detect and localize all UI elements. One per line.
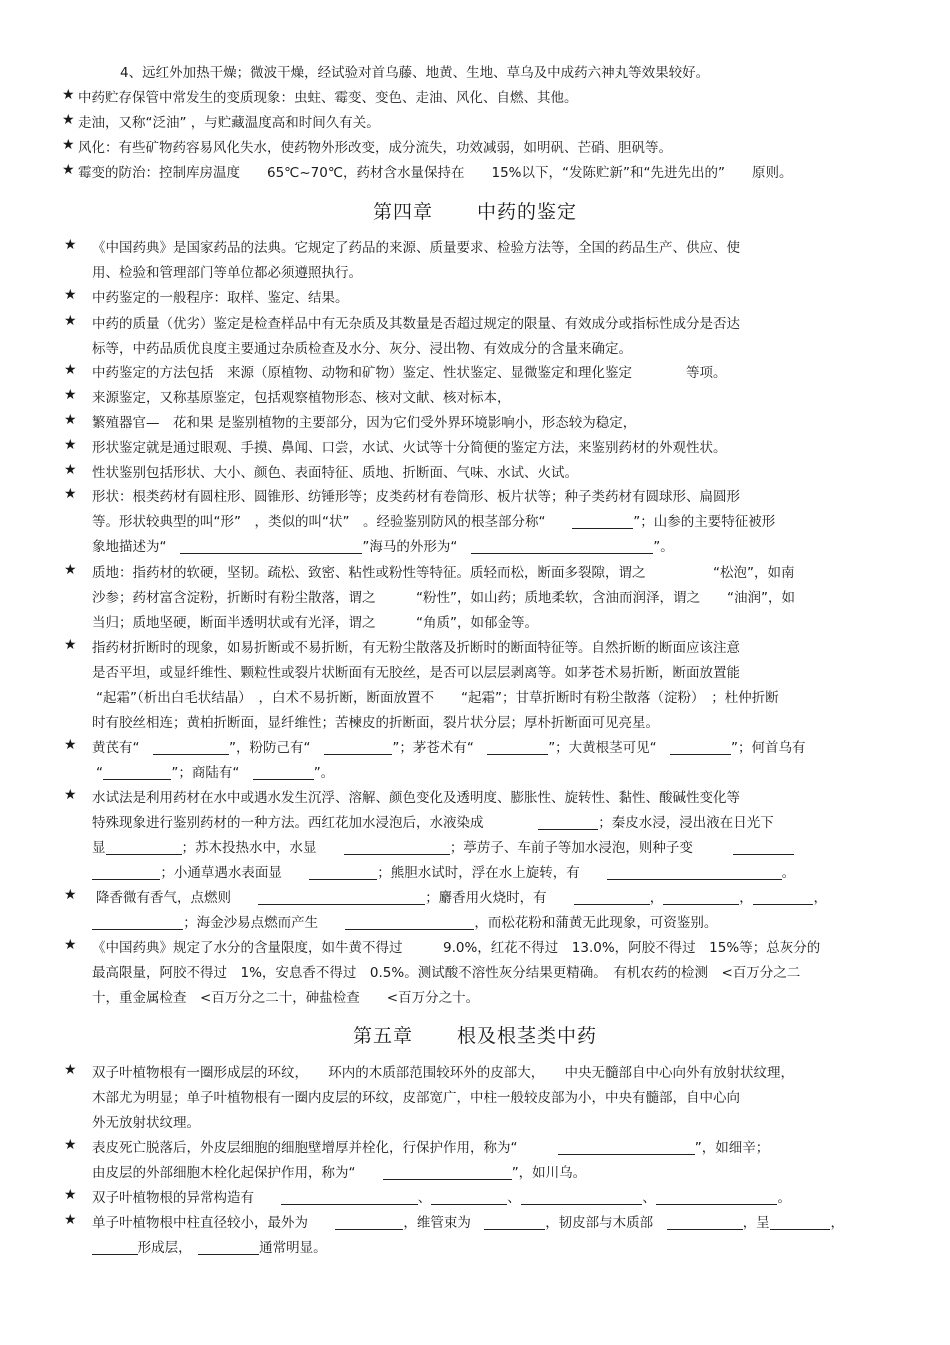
star-bullet-icon: ★ bbox=[64, 412, 77, 428]
fill-in-blank bbox=[753, 890, 814, 905]
star-bullet-icon: ★ bbox=[64, 637, 77, 653]
fill-in-blank bbox=[106, 840, 182, 855]
fill-in-blank bbox=[656, 1190, 778, 1205]
fill-in-blank bbox=[663, 890, 739, 905]
star-bullet-icon: ★ bbox=[64, 437, 77, 453]
fill-in-blank bbox=[281, 1190, 418, 1205]
star-bullet-icon: ★ bbox=[64, 1187, 77, 1203]
chapter-heading bbox=[0, 198, 950, 226]
fill-in-blank bbox=[335, 1215, 403, 1230]
text-line: 木部尤为明显；单子叶植物根有一圈内皮层的环纹，皮部宽广，中柱一般较皮部为小，中央有髓部，自中心向 bbox=[92, 1090, 740, 1106]
text-line: 中药鉴定的一般程序：取样、鉴定、结果。 bbox=[92, 290, 349, 306]
text-line: 形状：根类药材有圆柱形、圆锥形、纺锤形等；皮类药材有卷筒形、板片状等；种子类药材有圆球形、扁圆形 bbox=[92, 489, 740, 505]
text-line: 风化：有些矿物药容易风化失水，使药物外形改变，成分流失，功效减弱，如明矾、芒硝、胆矾等。 bbox=[78, 140, 672, 156]
fill-in-blank bbox=[345, 915, 474, 930]
text-line: 《中国药典》规定了水分的含量限度，如牛黄不得过 9.0%，红花不得过 13.0%，阿胶不得过 15%等；总灰分的 bbox=[92, 940, 821, 956]
fill-in-blank bbox=[733, 840, 794, 855]
text-line: 象地描述为“ ”海马的外形为“ ”。 bbox=[92, 539, 674, 555]
star-bullet-icon: ★ bbox=[64, 937, 77, 953]
chapter-heading bbox=[0, 1022, 950, 1050]
chapter-number: 第四章 bbox=[372, 201, 433, 223]
fill-in-blank bbox=[667, 1215, 743, 1230]
fill-in-blank bbox=[344, 840, 450, 855]
star-bullet-icon: ★ bbox=[64, 287, 77, 303]
text-line: 标等，中药品质优良度主要通过杂质检查及水分、灰分、浸出物、有效成分的含量来确定。 bbox=[92, 341, 632, 357]
star-bullet-icon: ★ bbox=[64, 887, 77, 903]
text-line: “ ”；商陆有“ ”。 bbox=[96, 765, 335, 781]
fill-in-blank bbox=[770, 1215, 831, 1230]
text-line: 由皮层的外部细胞木栓化起保护作用，称为“ ”，如川乌。 bbox=[92, 1165, 587, 1181]
text-line: 是否平坦，或显纤维性、颗粒性或裂片状断面有无胶丝，是否可以层层剥离等。如茅苍术易折断，断面放置能 bbox=[92, 665, 740, 681]
fill-in-blank bbox=[670, 740, 731, 755]
text-line: 双子叶植物根的异常构造有 、 、 、 。 bbox=[92, 1190, 791, 1206]
star-bullet-icon: ★ bbox=[62, 137, 75, 153]
chapter-title: 根及根茎类中药 bbox=[457, 1025, 598, 1047]
star-bullet-icon: ★ bbox=[64, 1212, 77, 1228]
text-line: 特殊现象进行鉴别药材的一种方法。西红花加水浸泡后，水液染成 ；秦皮水浸，浸出液在日光下 bbox=[92, 815, 774, 831]
text-line: 外无放射状纹理。 bbox=[92, 1115, 200, 1131]
text-line: 降香微有香气，点燃则 ；麝香用火烧时，有 ， ， ， bbox=[96, 890, 827, 906]
text-line: 双子叶植物根有一圈形成层的环纹， 环内的木质部范围较环外的皮部大， 中央无髓部自中心向外有放射状纹理， bbox=[92, 1065, 794, 1081]
fill-in-blank bbox=[309, 865, 377, 880]
star-bullet-icon: ★ bbox=[64, 1062, 77, 1078]
star-bullet-icon: ★ bbox=[62, 87, 75, 103]
fill-in-blank bbox=[103, 765, 171, 780]
fill-in-blank bbox=[471, 539, 653, 554]
text-line: 水试法是利用药材在水中或遇水发生沉浮、溶解、颜色变化及透明度、膨胀性、旋转性、黏性、酸碱性变化等 bbox=[92, 790, 740, 806]
text-line: 十，重金属检查 <百万分之二十，砷盐检查 <百万分之十。 bbox=[92, 990, 480, 1006]
star-bullet-icon: ★ bbox=[64, 387, 77, 403]
fill-in-blank bbox=[324, 740, 392, 755]
text-line: 单子叶植物根中柱直径较小，最外为 ，维管束为 ，韧皮部与木质部 ，呈 ， bbox=[92, 1215, 844, 1231]
text-line: 霉变的防治：控制库房温度 65℃~70℃，药材含水量保持在 15%以下，“发陈贮新”和“先进先出的” 原则。 bbox=[78, 165, 793, 181]
star-bullet-icon: ★ bbox=[62, 162, 75, 178]
text-line: ；小通草遇水表面显 ；熊胆水试时，浮在水上旋转，有 。 bbox=[92, 862, 890, 884]
fill-in-blank bbox=[538, 815, 599, 830]
text-line: 指药材折断时的现象，如易折断或不易折断，有无粉尘散落及折断时的断面特征等。自然折断的断面应该注意 bbox=[92, 640, 740, 656]
fill-in-blank bbox=[574, 890, 650, 905]
chapter-number: 第五章 bbox=[352, 1025, 413, 1047]
text-line: 中药的质量（优劣）鉴定是检查样品中有无杂质及其数量是否超过规定的限量、有效成分或指标性成分是否达 bbox=[92, 316, 740, 332]
text-line: 沙参；药材富含淀粉，折断时有粉尘散落，谓之 “粉性”，如山药；质地柔软，含油而润泽，谓之 “油润”，如 bbox=[92, 590, 795, 606]
fill-in-blank bbox=[180, 539, 362, 554]
text-line: “起霜”（析出白毛状结晶） ，白术不易折断，断面放置不 “起霜”；甘草折断时有粉尘散落（淀粉） ；杜仲折断 bbox=[96, 690, 779, 706]
star-bullet-icon: ★ bbox=[64, 313, 77, 329]
fill-in-blank bbox=[484, 1215, 545, 1230]
fill-in-blank bbox=[607, 865, 782, 880]
fill-in-blank bbox=[92, 865, 160, 880]
fill-in-blank bbox=[258, 890, 425, 905]
fill-in-blank bbox=[431, 1190, 507, 1205]
text-line: 当归；质地坚硬，断面半透明状或有光泽，谓之 “角质”，如郁金等。 bbox=[92, 615, 538, 631]
text-line: 《中国药典》是国家药品的法典。它规定了药品的来源、质量要求、检验方法等，全国的药品生产、供应、使 bbox=[92, 240, 740, 256]
fill-in-blank bbox=[572, 514, 633, 529]
fill-in-blank bbox=[153, 740, 229, 755]
text-line: 中药贮存保管中常发生的变质现象：虫蛀、霉变、变色、走油、风化、自燃、其他。 bbox=[78, 90, 578, 106]
text-line: 繁殖器官— 花和果 是鉴别植物的主要部分，因为它们受外界环境影响小，形态较为稳定， bbox=[92, 415, 637, 431]
star-bullet-icon: ★ bbox=[64, 1137, 77, 1153]
fill-in-blank bbox=[92, 1240, 138, 1255]
text-line: 黄芪有“ ”，粉防己有“ ”；茅苍术有“ ”；大黄根茎可见“ ”；何首乌有 bbox=[92, 740, 806, 756]
star-bullet-icon: ★ bbox=[64, 737, 77, 753]
fill-in-blank bbox=[521, 1190, 643, 1205]
text-line: 用、检验和管理部门等单位都必须遵照执行。 bbox=[92, 265, 362, 281]
fill-in-blank bbox=[383, 1165, 512, 1180]
fill-in-blank bbox=[487, 740, 548, 755]
text-line: 走油，又称“泛油” ，与贮藏温度高和时间久有关。 bbox=[78, 115, 380, 131]
fill-in-blank bbox=[558, 1140, 695, 1155]
star-bullet-icon: ★ bbox=[64, 362, 77, 378]
text-line: 表皮死亡脱落后，外皮层细胞的细胞壁增厚并栓化，行保护作用，称为“ ”，如细辛； bbox=[92, 1140, 770, 1156]
star-bullet-icon: ★ bbox=[64, 787, 77, 803]
star-bullet-icon: ★ bbox=[64, 237, 77, 253]
text-line: 等。形状较典型的叫“形” ，类似的叫“状” 。经验鉴别防风的根茎部分称“ ”；山参的主要特征被形 bbox=[92, 514, 776, 530]
text-line: ；海金沙易点燃而产生 ，而松花粉和蒲黄无此现象，可资鉴别。 bbox=[92, 912, 890, 934]
text-line: 中药鉴定的方法包括 来源（原植物、动物和矿物）鉴定、性状鉴定、显微鉴定和理化鉴定 等项。 bbox=[92, 365, 727, 381]
text-line: 质地：指药材的软硬，坚韧。疏松、致密、粘性或粉性等特征。质轻而松，断面多裂隙，谓之 “松泡”，如南 bbox=[92, 565, 795, 581]
star-bullet-icon: ★ bbox=[64, 486, 77, 502]
text-line: 性状鉴别包括形状、大小、颜色、表面特征、质地、折断面、气味、水试、火试。 bbox=[92, 465, 578, 481]
text-line: 显 ；苏木投热水中，水显 ；葶苈子、车前子等加水浸泡，则种子变 bbox=[92, 837, 890, 859]
star-bullet-icon: ★ bbox=[64, 562, 77, 578]
star-bullet-icon: ★ bbox=[64, 462, 77, 478]
text-line: 时有胶丝相连；黄柏折断面，显纤维性；苦楝皮的折断面，裂片状分层；厚朴折断面可见亮星。 bbox=[92, 715, 659, 731]
text-line: 形成层， 通常明显。 bbox=[92, 1237, 890, 1259]
fill-in-blank bbox=[253, 765, 314, 780]
fill-in-blank bbox=[198, 1240, 259, 1255]
text-line: 来源鉴定，又称基原鉴定，包括观察植物形态、核对文献、核对标本， bbox=[92, 390, 511, 406]
star-bullet-icon: ★ bbox=[62, 112, 75, 128]
text-line: 4、远红外加热干燥；微波干燥，经试验对首乌藤、地黄、生地、草乌及中成药六神丸等效果较好。 bbox=[120, 65, 710, 81]
text-line: 最高限量，阿胶不得过 1%，安息香不得过 0.5%。测试酸不溶性灰分结果更精确。 有机农药的检测 <百万分之二 bbox=[92, 965, 801, 981]
text-line: 形状鉴定就是通过眼观、手摸、鼻闻、口尝，水试、火试等十分简便的鉴定方法，来鉴别药材的外观性状。 bbox=[92, 440, 727, 456]
fill-in-blank bbox=[92, 915, 183, 930]
chapter-title: 中药的鉴定 bbox=[477, 201, 578, 223]
